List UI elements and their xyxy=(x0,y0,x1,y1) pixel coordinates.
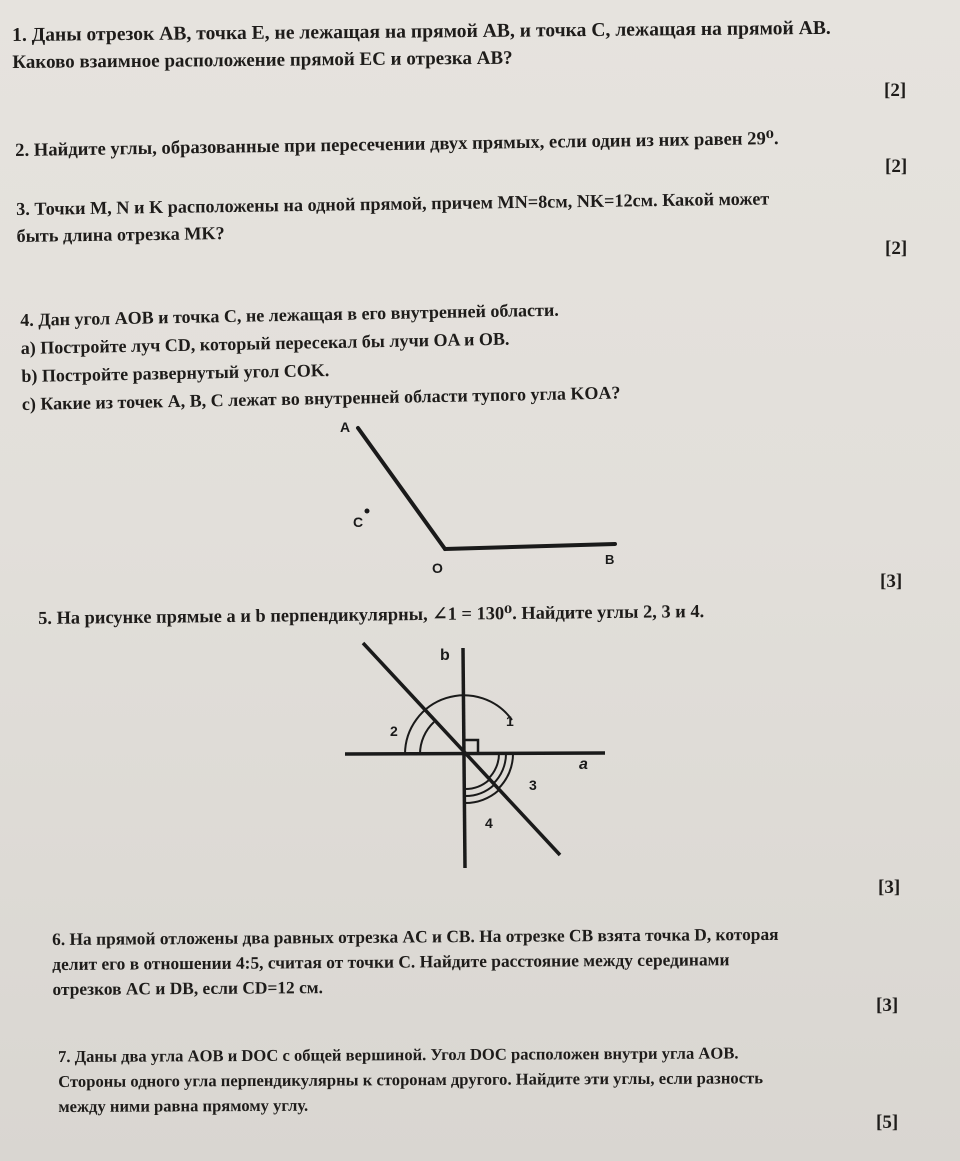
question-7 xyxy=(58,1040,763,1119)
label-a-line: a xyxy=(579,756,588,773)
label-angle-1: 1 xyxy=(506,713,514,729)
question-7-line-1: 7. Даны два угла AOB и DOC с общей вершиной. Угол DOC расположен внутри угла AOB. xyxy=(58,1043,739,1066)
label-a: A xyxy=(340,419,351,435)
question-6-score: [3] xyxy=(876,995,899,1016)
ray-ob xyxy=(445,544,615,549)
label-b: B xyxy=(605,552,615,567)
label-angle-3: 3 xyxy=(529,777,537,793)
question-5-score: [3] xyxy=(878,877,901,898)
label-b-line: b xyxy=(440,647,450,664)
question-1-score: [2] xyxy=(884,80,907,101)
question-4-score: [3] xyxy=(880,571,903,592)
label-o: O xyxy=(432,560,443,576)
question-7-line-3: между ними равна прямому углу. xyxy=(58,1095,309,1116)
point-c-dot xyxy=(365,509,370,514)
question-4 xyxy=(20,295,621,418)
angle-3-arc-inner xyxy=(488,753,499,779)
question-5-line-1: 5. На рисунке прямые a и b перпендикулярны, ∠1 = 130⁰. Найдите углы 2, 3 и 4. xyxy=(38,601,705,628)
question-6 xyxy=(52,922,779,1002)
label-angle-4: 4 xyxy=(485,815,493,831)
question-6-line-2: делит его в отношении 4:5, считая от точки C. Найдите расстояние между серединами xyxy=(52,949,730,974)
question-6-line-3: отрезков AC и DB, если CD=12 см. xyxy=(52,977,324,999)
question-4-line-a: a) Постройте луч CD, который пересекал бы лучи OA и OB. xyxy=(20,328,510,358)
question-5 xyxy=(38,598,704,632)
question-7-line-2: Стороны одного угла перпендикулярны к сторонам другого. Найдите эти углы, если разность xyxy=(58,1068,764,1091)
question-3-score: [2] xyxy=(885,238,908,259)
angle-4-arc-inner xyxy=(464,780,489,789)
question-1 xyxy=(12,15,831,76)
question-1-line-1: 1. Даны отрезок AB, точка E, не лежащая на прямой AB, и точка C, лежащая на прямой AB. xyxy=(12,17,831,46)
question-2 xyxy=(15,125,779,164)
question-2-score: [2] xyxy=(885,156,908,177)
perpendicular-lines-figure xyxy=(335,630,615,875)
line-a xyxy=(345,753,605,754)
question-3-line-1: 3. Точки M, N и K расположены на одной прямой, причем MN=8см, NK=12см. Какой может xyxy=(16,188,770,219)
question-4-line-1: 4. Дан угол AOB и точка C, не лежащая в его внутренней области. xyxy=(20,299,559,330)
line-b xyxy=(463,648,465,868)
question-2-line-1: 2. Найдите углы, образованные при пересечении двух прямых, если один из них равен 29⁰. xyxy=(15,128,779,161)
ray-oa xyxy=(358,428,445,549)
question-3-line-2: быть длина отрезка MK? xyxy=(16,223,225,246)
label-angle-2: 2 xyxy=(390,723,398,739)
question-3 xyxy=(16,185,770,250)
question-4-line-c: c) Какие из точек A, B, C лежат во внутренней области тупого угла KOA? xyxy=(21,382,621,414)
angle-2-arc xyxy=(420,722,434,754)
label-c: C xyxy=(353,514,364,530)
angle-aob-figure xyxy=(320,410,640,580)
question-1-line-2: Каково взаимное расположение прямой EC и отрезка AB? xyxy=(12,47,513,73)
question-7-score: [5] xyxy=(876,1112,899,1133)
question-6-line-1: 6. На прямой отложены два равных отрезка AC и CB. На отрезке CB взята точка D, которая xyxy=(52,923,779,949)
question-4-line-b: b) Постройте развернутый угол COK. xyxy=(21,360,330,386)
